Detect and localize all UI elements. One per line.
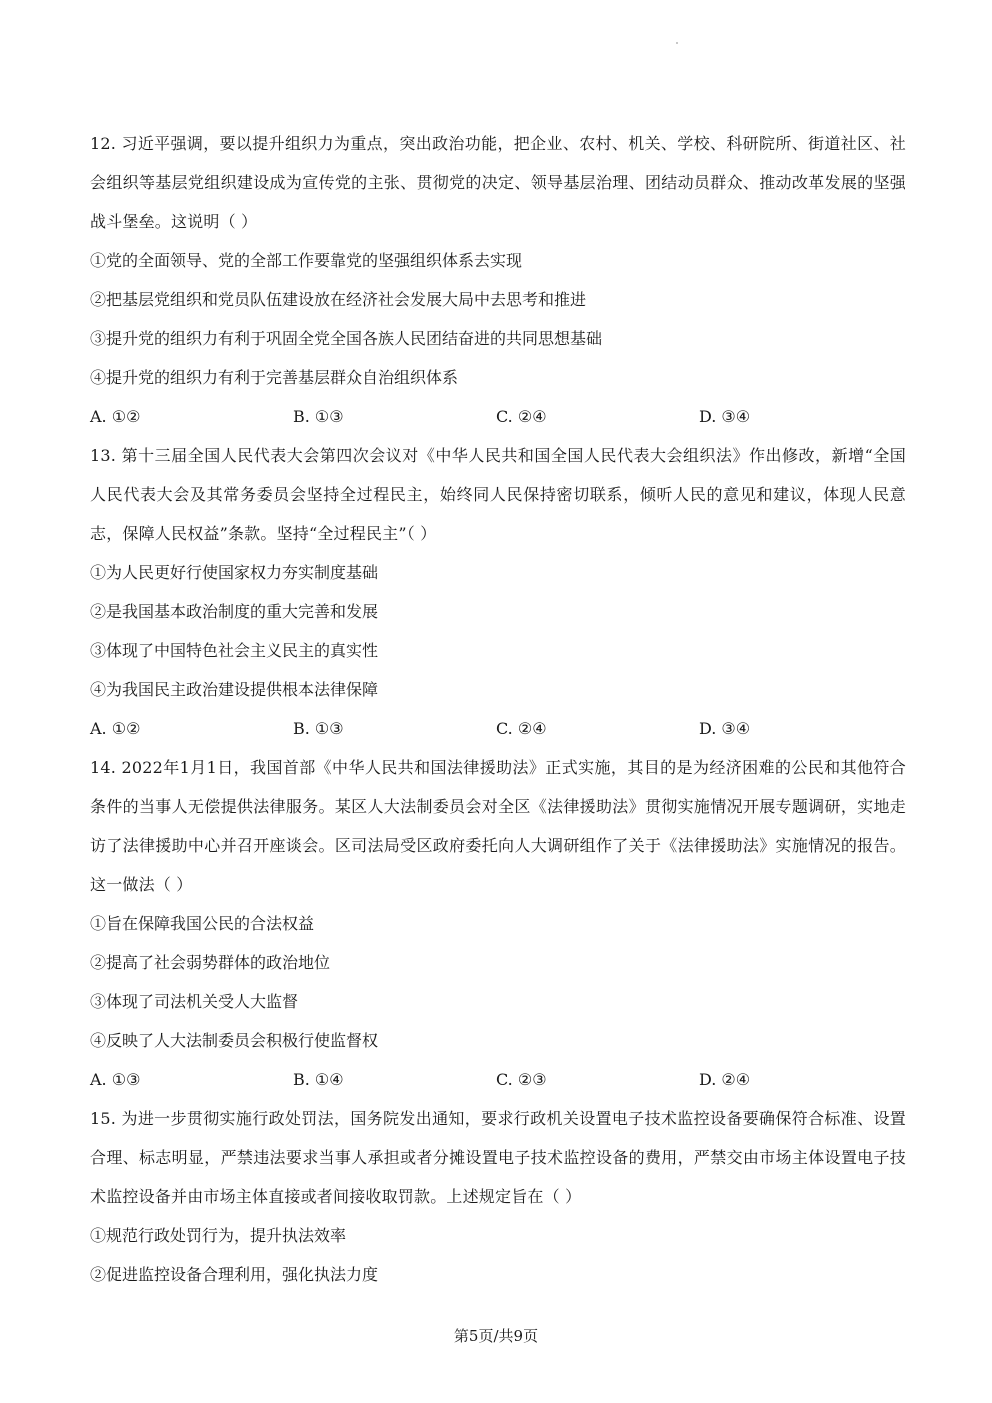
statement-2: ②是我国基本政治制度的重大完善和发展 bbox=[90, 602, 379, 621]
option-b: B. ①④ bbox=[293, 1070, 344, 1089]
statement-4: ④提升党的组织力有利于完善基层群众自治组织体系 bbox=[90, 368, 459, 387]
option-b: B. ①③ bbox=[293, 407, 344, 426]
statement-3: ③体现了中国特色社会主义民主的真实性 bbox=[90, 641, 379, 660]
question-stem: 14. 2022年1月1日，我国首部《中华人民共和国法律援助法》正式实施，其目的是为经济困难的公民和其他符合条件的当事人无偿提供法律服务。某区人大法制委员会对全区《法律援助法》贯彻实施情况开展专题调研，实地走访了法律援助中心并召开座谈会。区司法局受区政府委托向人大调研组作了关于《法律援助法》实施情况的报告。这一做法（ ） bbox=[90, 758, 906, 894]
option-c: C. ②③ bbox=[496, 1070, 547, 1089]
statement-4: ④为我国民主政治建设提供根本法律保障 bbox=[90, 680, 379, 699]
question-14 bbox=[90, 748, 906, 1099]
option-c: C. ②④ bbox=[496, 407, 547, 426]
answer-options bbox=[90, 1060, 906, 1099]
statement-3: ③提升党的组织力有利于巩固全党全国各族人民团结奋进的共同思想基础 bbox=[90, 329, 603, 348]
option-c: C. ②④ bbox=[496, 719, 547, 738]
statement-1: ①规范行政处罚行为，提升执法效率 bbox=[90, 1226, 347, 1245]
statement-2: ②促进监控设备合理利用，强化执法力度 bbox=[90, 1265, 379, 1284]
statement-4: ④反映了人大法制委员会积极行使监督权 bbox=[90, 1031, 379, 1050]
question-stem: 15. 为进一步贯彻实施行政处罚法，国务院发出通知，要求行政机关设置电子技术监控设备要确保符合标准、设置合理、标志明显，严禁违法要求当事人承担或者分摊设置电子技术监控设备的费用，严禁交由市场主体设置电子技术监控设备并由市场主体直接或者间接收取罚款。上述规定旨在（ ） bbox=[90, 1109, 906, 1206]
statement-1: ①党的全面领导、党的全部工作要靠党的坚强组织体系去实现 bbox=[90, 251, 523, 270]
question-stem: 12. 习近平强调，要以提升组织力为重点，突出政治功能，把企业、农村、机关、学校、科研院所、街道社区、社会组织等基层党组织建设成为宣传党的主张、贯彻党的决定、领导基层治理、团结动员群众、推动改革发展的坚强战斗堡垒。这说明（ ） bbox=[90, 134, 906, 231]
question-stem: 13. 第十三届全国人民代表大会第四次会议对《中华人民共和国全国人民代表大会组织法》作出修改，新增“全国人民代表大会及其常务委员会坚持全过程民主，始终同人民保持密切联系，倾听人民的意见和建议，体现人民意志，保障人民权益”条款。坚持“全过程民主”（ ） bbox=[90, 446, 906, 543]
option-d: D. ③④ bbox=[699, 719, 751, 738]
question-15 bbox=[90, 1099, 906, 1294]
question-list bbox=[90, 124, 906, 1294]
statement-2: ②把基层党组织和党员队伍建设放在经济社会发展大局中去思考和推进 bbox=[90, 290, 587, 309]
option-a: A. ①② bbox=[90, 407, 141, 426]
question-12 bbox=[90, 124, 906, 436]
statement-3: ③体现了司法机关受人大监督 bbox=[90, 992, 299, 1011]
option-a: A. ①③ bbox=[90, 1070, 141, 1089]
statement-1: ①为人民更好行使国家权力夯实制度基础 bbox=[90, 563, 379, 582]
statement-1: ①旨在保障我国公民的合法权益 bbox=[90, 914, 315, 933]
question-13 bbox=[90, 436, 906, 748]
answer-options bbox=[90, 709, 906, 748]
option-b: B. ①③ bbox=[293, 719, 344, 738]
option-a: A. ①② bbox=[90, 719, 141, 738]
answer-options bbox=[90, 397, 906, 436]
option-d: D. ②④ bbox=[699, 1070, 751, 1089]
statement-2: ②提高了社会弱势群体的政治地位 bbox=[90, 953, 331, 972]
page-number: 第5页/共9页 bbox=[453, 1327, 539, 1345]
option-d: D. ③④ bbox=[699, 407, 751, 426]
scan-speck bbox=[676, 42, 678, 44]
